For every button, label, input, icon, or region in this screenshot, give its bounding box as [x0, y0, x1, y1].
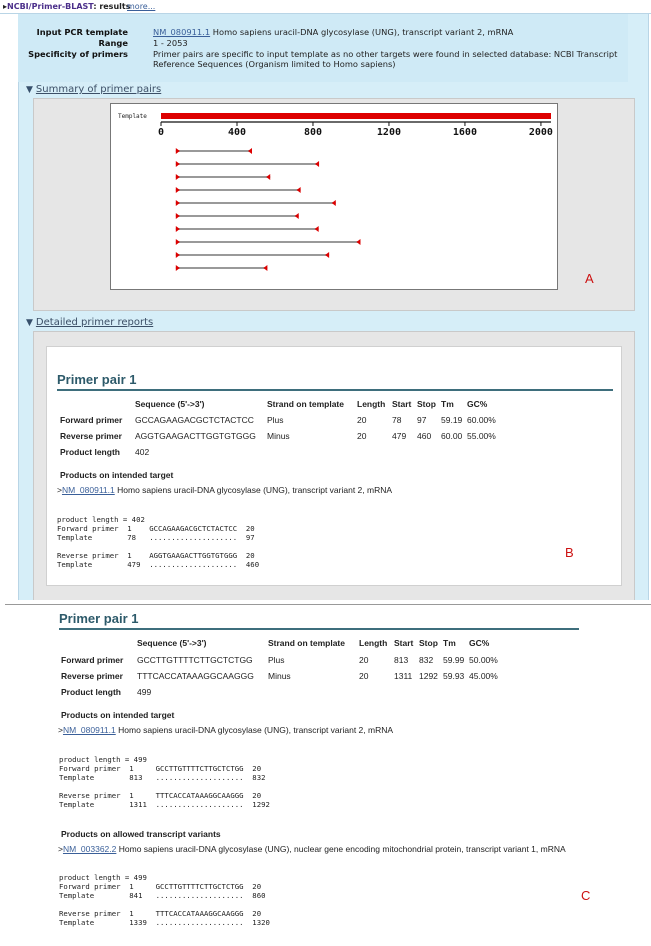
summary-header: Summary of primer pairs: [35, 84, 162, 95]
allowed-variant-line: >NM_003362.2 Homo sapiens uracil-DNA glycosylase (UNG), nuclear gene encoding mitochondrial protein, transcript variant 1, mRNA: [58, 844, 566, 854]
intended-target-heading-c: Products on intended target: [61, 710, 175, 720]
primer-pair-line[interactable]: [176, 200, 336, 206]
primer-report-panel-1: [46, 346, 622, 586]
col-stop: Stop: [417, 399, 436, 409]
panel-label-b: B: [565, 545, 574, 560]
template-label: Template: [118, 113, 147, 120]
col-length: Length: [357, 399, 386, 409]
reverse-start: 1311: [394, 671, 413, 681]
forward-sequence: GCCAGAAGACGCTCTACTCC: [135, 415, 254, 425]
primer-pair-line[interactable]: [176, 187, 301, 193]
forward-gc: 50.00%: [469, 655, 498, 665]
reverse-length: 20: [359, 671, 369, 681]
forward-stop: 97: [417, 415, 427, 425]
collapse-triangle-icon: ▼: [26, 85, 33, 95]
product-length-label: Product length: [60, 447, 120, 457]
forward-tm: 59.19: [441, 415, 463, 425]
axis-tick-label: 1600: [452, 127, 477, 138]
reverse-tm: 60.00: [441, 431, 463, 441]
more-link[interactable]: more...: [127, 2, 156, 11]
axis-tick-label: 400: [227, 127, 247, 138]
summary-section-toggle[interactable]: [26, 84, 161, 95]
range-label: Range: [98, 38, 128, 48]
col-sequence: Sequence (5'->3'): [135, 399, 205, 409]
col-start: Start: [392, 399, 412, 409]
forward-start: 78: [392, 415, 402, 425]
reverse-primer-marker: [297, 187, 301, 193]
primer-pair-line[interactable]: [176, 239, 361, 245]
target-description: Homo sapiens uracil-DNA glycosylase (UNG), transcript variant 2, mRNA: [118, 725, 394, 735]
title-rule-c: [59, 628, 579, 630]
reverse-tm: 59.93: [443, 671, 465, 681]
col-gc: GC%: [467, 399, 488, 409]
axis-tick-label: 2000: [528, 127, 553, 138]
axis-ticks: [158, 122, 553, 138]
col-strand: Strand on template: [267, 399, 344, 409]
forward-primer-marker: [176, 265, 180, 271]
primer-pair-line[interactable]: [176, 161, 319, 167]
primer-pair-title-c: Primer pair 1: [59, 611, 139, 626]
input-description: Homo sapiens uracil-DNA glycosylase (UNG), transcript variant 2, mRNA: [212, 27, 514, 37]
product-length-value: 402: [135, 447, 150, 457]
input-template-value: [153, 27, 633, 37]
reverse-gc: 55.00%: [467, 431, 496, 441]
reverse-gc: 45.00%: [469, 671, 498, 681]
product-length-label: Product length: [61, 687, 121, 697]
reverse-primer-marker: [295, 213, 299, 219]
forward-start: 813: [394, 655, 409, 665]
reverse-primer-marker: [325, 252, 329, 258]
panel-label-a: A: [585, 271, 594, 286]
forward-primer-marker: [176, 148, 180, 154]
col-strand: Strand on template: [268, 638, 345, 648]
forward-stop: 832: [419, 655, 434, 665]
reverse-primer-marker: [263, 265, 267, 271]
detailed-section-toggle[interactable]: [26, 317, 153, 328]
intended-target-line: >NM_080911.1 Homo sapiens uracil-DNA glycosylase (UNG), transcript variant 2, mRNA: [57, 485, 393, 495]
col-gc: GC%: [469, 638, 490, 648]
col-length: Length: [359, 638, 388, 648]
forward-strand: Plus: [268, 655, 285, 665]
intended-target-heading: Products on intended target: [60, 470, 174, 480]
title-rule: [57, 389, 613, 391]
primer-pair-line[interactable]: [176, 265, 268, 271]
range-value: 1 - 2053: [153, 38, 188, 48]
forward-primer-marker: [176, 226, 180, 232]
input-accession-link[interactable]: NM_080911.1: [153, 27, 211, 37]
forward-primer-marker: [176, 239, 180, 245]
reverse-sequence: AGGTGAAGACTTGGTGTGGG: [135, 431, 256, 441]
detailed-header: Detailed primer reports: [35, 317, 154, 328]
alignment-block-c1: product length = 499 Forward primer 1 GCCTTGTTTTCTTGCTCTGG 20 Template 813 .................... 832 Reverse primer 1 TTTCACCATAAAGGCAAGGG 20 Template 1311 .................... 1292: [59, 755, 270, 809]
forward-sequence: GCCTTGTTTTCTTGCTCTGG: [137, 655, 253, 665]
reverse-length: 20: [357, 431, 367, 441]
col-tm: Tm: [441, 399, 454, 409]
forward-primer-label: Forward primer: [60, 415, 123, 425]
col-sequence: Sequence (5'->3'): [137, 638, 207, 648]
primer-summary-svg: [111, 104, 559, 291]
reverse-primer-marker: [315, 226, 319, 232]
axis-tick-label: 800: [303, 127, 323, 138]
variant-description: Homo sapiens uracil-DNA glycosylase (UNG), nuclear gene encoding mitochondrial protein, transcript variant 1, mRNA: [118, 844, 566, 854]
axis-tick-label: 1200: [376, 127, 402, 138]
reverse-strand: Minus: [267, 431, 290, 441]
app-suffix: : results: [93, 2, 131, 11]
forward-primer-marker: [176, 161, 180, 167]
reverse-stop: 460: [417, 431, 432, 441]
reverse-primer-marker: [266, 174, 270, 180]
primer-pair-line[interactable]: [176, 213, 299, 219]
forward-primer-marker: [176, 213, 180, 219]
top-bar: [0, 0, 651, 14]
forward-primer-marker: [176, 252, 180, 258]
template-bar: [161, 113, 551, 119]
reverse-primer-marker: [332, 200, 336, 206]
variant-accession-link[interactable]: NM_003362.2: [62, 844, 117, 854]
input-template-label: Input PCR template: [36, 27, 128, 37]
collapse-triangle-icon: ▼: [26, 318, 33, 328]
product-length-value: 499: [137, 687, 152, 697]
forward-primer-label: Forward primer: [61, 655, 124, 665]
reverse-primer-marker: [315, 161, 319, 167]
reverse-primer-marker: [356, 239, 360, 245]
reverse-stop: 1292: [419, 671, 438, 681]
alignment-block: product length = 402 Forward primer 1 GCCAGAAGACGCTCTACTCC 20 Template 78 .................... 97 Reverse primer 1 AGGTGAAGACTTGGTGTGGG 20 Template 479 .................... 460: [57, 515, 260, 569]
reverse-primer-marker: [248, 148, 252, 154]
reverse-strand: Minus: [268, 671, 291, 681]
col-start: Start: [394, 638, 414, 648]
alignment-block-c2: product length = 499 Forward primer 1 GCCTTGTTTTCTTGCTCTGG 20 Template 841 .................... 860 Reverse primer 1 TTTCACCATAAAGGCAAGGG 20 Template 1339 .................... 1320: [59, 873, 270, 927]
panel-label-c: C: [581, 888, 591, 903]
forward-primer-marker: [176, 174, 180, 180]
primer-pair-lines: [176, 148, 361, 271]
specificity-label: Specificity of primers: [28, 49, 128, 59]
primer-pair-line[interactable]: [176, 148, 252, 154]
col-stop: Stop: [419, 638, 438, 648]
forward-length: 20: [357, 415, 367, 425]
forward-strand: Plus: [267, 415, 284, 425]
specificity-value: Primer pairs are specific to input template as no other targets were found in selected database: NCBI Transcript Reference Sequences (Organism limited to Homo sapiens): [153, 49, 618, 69]
primer-pair-line[interactable]: [176, 174, 270, 180]
primer-pair-line[interactable]: [176, 252, 329, 258]
target-accession-link[interactable]: NM_080911.1: [62, 725, 116, 735]
primer-pair-line[interactable]: [176, 226, 319, 232]
forward-primer-marker: [176, 187, 180, 193]
reverse-primer-label: Reverse primer: [61, 671, 123, 681]
target-description: Homo sapiens uracil-DNA glycosylase (UNG), transcript variant 2, mRNA: [117, 485, 393, 495]
reverse-start: 479: [392, 431, 407, 441]
panel-divider: [5, 604, 651, 605]
intended-target-line-c: >NM_080911.1 Homo sapiens uracil-DNA glycosylase (UNG), transcript variant 2, mRNA: [58, 725, 394, 735]
forward-tm: 59.99: [443, 655, 465, 665]
axis-tick-label: 0: [157, 127, 165, 138]
forward-length: 20: [359, 655, 369, 665]
input-info-box: [18, 14, 628, 82]
forward-gc: 60.00%: [467, 415, 496, 425]
col-tm: Tm: [443, 638, 456, 648]
primer-summary-graph: [110, 103, 558, 290]
primer-pair-title: Primer pair 1: [57, 372, 137, 387]
forward-primer-marker: [176, 200, 180, 206]
target-accession-link[interactable]: NM_080911.1: [61, 485, 115, 495]
allowed-variants-heading: Products on allowed transcript variants: [61, 829, 221, 839]
app-brand[interactable]: NCBI/Primer-BLAST: [7, 2, 94, 11]
reverse-sequence: TTTCACCATAAAGGCAAGGG: [137, 671, 254, 681]
reverse-primer-label: Reverse primer: [60, 431, 122, 441]
app-title: ▸NCBI/Primer-BLAST: results: [3, 2, 131, 11]
